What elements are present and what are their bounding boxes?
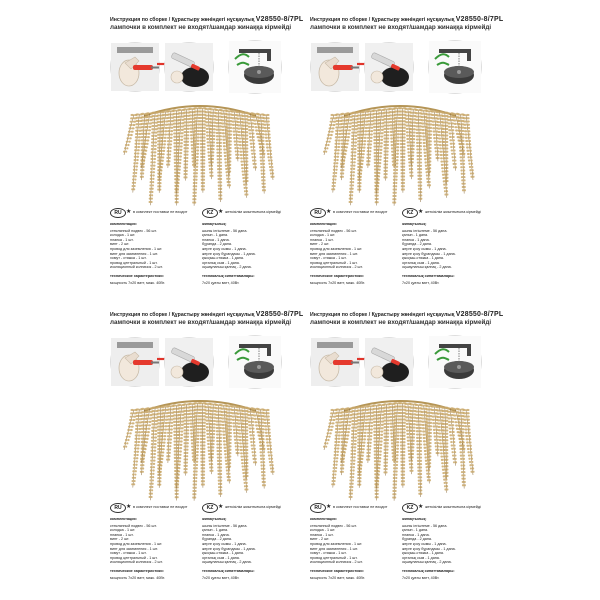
kz-not-included-note: жеткізілім жиынтығына кірмейді: [425, 505, 481, 509]
ru-badge: RU: [110, 208, 126, 218]
model-number: V28550-8/7PL: [255, 311, 304, 318]
star-icon: ★: [126, 209, 132, 215]
screwdriver-bracket-icon: [365, 43, 413, 91]
ru-contents-header: комплектация:: [310, 517, 337, 521]
list-item: шыны ілгіштеме - 56 дана.: [202, 228, 248, 233]
list-item: хомут - стяжка - 1 шт.: [110, 551, 147, 556]
kz-contents-list: [202, 524, 290, 565]
ru-badge: RU: [310, 208, 326, 218]
ru-column: [310, 222, 398, 285]
instruction-card-4: [300, 307, 504, 597]
list-item: жерге қосу сымы - 1 дана.: [202, 246, 247, 251]
bulbs-note: лампочки в комплект не входят/шамдар жинаққа кірмейді: [310, 24, 492, 31]
title-text: Инструкция по сборке / Құрастыру жөніндегі нұсқаулық: [110, 312, 255, 318]
step-1-hand-install: [310, 42, 360, 92]
chandelier-image: [122, 98, 278, 204]
kz-column: [402, 222, 490, 285]
list-item: стеклянный подвес - 56 шт.: [310, 228, 357, 233]
list-item: жерге қосу бұрандасы - 1 дана.: [202, 251, 256, 256]
ru-tech-header: технические характеристики:: [110, 568, 164, 573]
kz-tech-value: 7x20 қуаты ватт, 40Вт.: [202, 575, 240, 580]
ru-tech-value: мощность 7x20 ватт, макс. 40Вт.: [110, 280, 165, 285]
crystal-strand: [157, 406, 164, 488]
ceiling-canopy-icon: [429, 336, 481, 388]
crystal-strand: [415, 109, 422, 202]
list-item: провод для заземления - 1 шт.: [310, 246, 363, 251]
screwdriver-bracket-icon: [165, 43, 213, 91]
list-item: колодка - 1 шт.: [110, 528, 136, 533]
crystal-strand: [399, 402, 406, 488]
kz-contents-header: жинақтылық:: [402, 517, 427, 521]
ru-not-included-note: в комплект поставки не входит: [333, 210, 388, 214]
chandelier-image: [322, 393, 478, 499]
list-item: планка - 1 дана.: [402, 532, 430, 537]
step-3-canopy-mount: [428, 335, 482, 389]
list-item: жерге қосу бұрандасы - 1 дана.: [402, 546, 456, 551]
list-item: қысқыш-стяжка - 1 дана.: [202, 256, 244, 261]
bulbs-note: лампочки в комплект не входят/шамдар жинаққа кірмейді: [110, 319, 292, 326]
kz-contents-list: [202, 229, 290, 270]
list-item: оқшаулағыш қалпақ - 2 дана.: [202, 265, 252, 270]
kz-tech-header: техникалық сипаттамалары:: [402, 273, 455, 278]
crystal-strand: [215, 109, 222, 202]
list-item: қалып - 1 дана.: [202, 233, 229, 238]
model-number: V28550-8/7PL: [455, 311, 504, 318]
star-icon: ★: [218, 209, 224, 215]
star-icon: ★: [326, 209, 332, 215]
list-item: изоляционный колпачок - 2 шт.: [310, 265, 363, 270]
list-item: жерге қосу бұрандасы - 1 дана.: [402, 251, 456, 256]
kz-tech-header: техникалық сипаттамалары:: [402, 568, 455, 573]
list-item: жерге қосу бұрандасы - 1 дана.: [202, 546, 256, 551]
list-item: провод центральный - 1 шт.: [110, 260, 158, 265]
hand-screwdriver-icon: [311, 43, 359, 91]
ru-tech-value: мощность 7x20 ватт, макс. 40Вт.: [310, 575, 365, 580]
list-item: қалып - 1 дана.: [402, 528, 429, 533]
title-text: Инструкция по сборке / Құрастыру жөніндегі нұсқаулық: [310, 17, 455, 23]
kz-tech-header: техникалық сипаттамалары:: [202, 273, 255, 278]
list-item: орталық сым - 1 дана.: [402, 260, 440, 265]
star-icon: ★: [218, 504, 224, 510]
crystal-strand: [215, 404, 222, 497]
star-icon: ★: [418, 504, 424, 510]
crystal-strand: [149, 112, 159, 206]
ceiling-canopy-icon: [229, 41, 281, 93]
title-text: Инструкция по сборке / Құрастыру жөніндегі нұсқаулық: [110, 17, 255, 23]
crystal-strand: [149, 407, 159, 501]
kz-not-included-note: жеткізілім жиынтығына кірмейді: [225, 210, 281, 214]
list-item: планка - 1 дана.: [202, 237, 230, 242]
ru-not-included-note: в комплект поставки не входит: [133, 210, 188, 214]
screwdriver-bracket-icon: [365, 338, 413, 386]
list-item: провод центральный - 1 шт.: [310, 260, 358, 265]
list-item: қысқыш-стяжка - 1 дана.: [402, 551, 444, 556]
ru-contents-list: [310, 524, 398, 565]
instruction-card-3: [100, 307, 304, 597]
kz-column: [402, 517, 490, 580]
kz-tech-value: 7x20 қуаты ватт, 40Вт.: [402, 280, 440, 285]
ru-column: [110, 517, 198, 580]
list-item: шыны ілгіштеме - 56 дана.: [402, 523, 448, 528]
kz-tech-value: 7x20 қуаты ватт, 40Вт.: [402, 575, 440, 580]
step-1-hand-install: [310, 337, 360, 387]
legend: [310, 502, 492, 512]
kz-badge: KZ: [402, 503, 418, 513]
step-2-screw-ceiling: [364, 42, 414, 92]
kz-badge: KZ: [202, 503, 218, 513]
list-item: винт для заземления - 1 шт.: [110, 251, 158, 256]
legend: [310, 207, 492, 217]
list-item: планка - 1 дана.: [402, 237, 430, 242]
specification-columns: [310, 517, 492, 592]
assembly-steps: [108, 40, 294, 100]
kz-contents-list: [402, 229, 490, 270]
list-item: планка - 1 шт.: [310, 237, 334, 242]
bulbs-note: лампочки в комплект не входят/шамдар жинаққа кірмейді: [310, 319, 492, 326]
crystal-strand: [357, 406, 364, 488]
ru-tech-header: технические характеристики:: [310, 568, 364, 573]
list-item: қалып - 1 дана.: [402, 233, 429, 238]
crystal-strand: [199, 107, 206, 193]
chandelier-image: [322, 98, 478, 204]
kz-not-included-note: жеткізілім жиынтығына кірмейді: [225, 505, 281, 509]
list-item: винт - 2 шт.: [110, 242, 130, 247]
star-icon: ★: [418, 209, 424, 215]
step-1-hand-install: [110, 42, 160, 92]
ru-not-included-note: в комплект поставки не входит: [333, 505, 388, 509]
assembly-steps: [308, 335, 494, 395]
list-item: планка - 1 шт.: [110, 237, 134, 242]
ru-contents-list: [310, 229, 398, 270]
list-item: стеклянный подвес - 56 шт.: [310, 523, 357, 528]
instruction-title: [310, 311, 504, 319]
ru-badge: RU: [110, 503, 126, 513]
ru-contents-list: [110, 229, 198, 270]
list-item: жерге қосу сымы - 1 дана.: [402, 541, 447, 546]
instruction-title: [310, 16, 504, 24]
list-item: бұранда - 2 дана.: [202, 242, 232, 247]
list-item: провод для заземления - 1 шт.: [110, 246, 163, 251]
kz-contents-header: жинақтылық:: [402, 222, 427, 226]
list-item: стеклянный подвес - 56 шт.: [110, 523, 157, 528]
ru-badge: RU: [310, 503, 326, 513]
ru-tech-header: технические характеристики:: [110, 273, 164, 278]
step-2-screw-ceiling: [164, 337, 214, 387]
crystal-strand: [357, 111, 364, 193]
hand-screwdriver-icon: [111, 43, 159, 91]
crystal-strand: [349, 407, 359, 501]
ru-tech-value: мощность 7x20 ватт, макс. 40Вт.: [310, 280, 365, 285]
kz-contents-header: жинақтылық:: [202, 222, 227, 226]
list-item: провод центральный - 1 шт.: [310, 555, 358, 560]
crystal-strand: [199, 402, 206, 488]
hand-screwdriver-icon: [111, 338, 159, 386]
ru-contents-header: комплектация:: [110, 517, 137, 521]
star-icon: ★: [126, 504, 132, 510]
list-item: винт для заземления - 1 шт.: [310, 251, 358, 256]
kz-not-included-note: жеткізілім жиынтығына кірмейді: [425, 210, 481, 214]
list-item: орталық сым - 1 дана.: [202, 260, 240, 265]
kz-badge: KZ: [202, 208, 218, 218]
instruction-title: [110, 16, 304, 24]
list-item: винт - 2 шт.: [110, 537, 130, 542]
list-item: планка - 1 шт.: [310, 532, 334, 537]
step-2-screw-ceiling: [164, 42, 214, 92]
ru-column: [310, 517, 398, 580]
list-item: провод для заземления - 1 шт.: [110, 541, 163, 546]
list-item: планка - 1 дана.: [202, 532, 230, 537]
kz-contents-list: [402, 524, 490, 565]
legend: [110, 207, 292, 217]
screwdriver-bracket-icon: [165, 338, 213, 386]
kz-tech-header: техникалық сипаттамалары:: [202, 568, 255, 573]
list-item: винт для заземления - 1 шт.: [110, 546, 158, 551]
kz-tech-value: 7x20 қуаты ватт, 40Вт.: [202, 280, 240, 285]
kz-contents-header: жинақтылық:: [202, 517, 227, 521]
list-item: колодка - 1 шт.: [110, 233, 136, 238]
list-item: стеклянный подвес - 56 шт.: [110, 228, 157, 233]
step-1-hand-install: [110, 337, 160, 387]
list-item: бұранда - 2 дана.: [402, 242, 432, 247]
list-item: винт для заземления - 1 шт.: [310, 546, 358, 551]
specification-columns: [110, 517, 292, 592]
assembly-steps: [308, 40, 494, 100]
list-item: оқшаулағыш қалпақ - 2 дана.: [402, 265, 452, 270]
crystal-strand: [415, 404, 422, 497]
ru-contents-header: комплектация:: [110, 222, 137, 226]
list-item: изоляционный колпачок - 2 шт.: [110, 265, 163, 270]
kz-column: [202, 222, 290, 285]
list-item: хомут - стяжка - 1 шт.: [110, 256, 147, 261]
list-item: бұранда - 2 дана.: [202, 537, 232, 542]
list-item: қалып - 1 дана.: [202, 528, 229, 533]
list-item: колодка - 1 шт.: [310, 528, 336, 533]
specification-columns: [110, 222, 292, 297]
list-item: қысқыш-стяжка - 1 дана.: [402, 256, 444, 261]
assembly-steps: [108, 335, 294, 395]
list-item: шыны ілгіштеме - 56 дана.: [402, 228, 448, 233]
list-item: провод центральный - 1 шт.: [110, 555, 158, 560]
instruction-card-2: [300, 12, 504, 302]
list-item: винт - 2 шт.: [310, 242, 330, 247]
ru-not-included-note: в комплект поставки не входит: [133, 505, 188, 509]
list-item: планка - 1 шт.: [110, 532, 134, 537]
list-item: хомут - стяжка - 1 шт.: [310, 256, 347, 261]
ceiling-canopy-icon: [429, 41, 481, 93]
ru-contents-header: комплектация:: [310, 222, 337, 226]
list-item: бұранда - 2 дана.: [402, 537, 432, 542]
step-3-canopy-mount: [228, 335, 282, 389]
crystal-strand: [399, 107, 406, 193]
ru-contents-list: [110, 524, 198, 565]
list-item: колодка - 1 шт.: [310, 233, 336, 238]
list-item: орталық сым - 1 дана.: [402, 555, 440, 560]
list-item: оқшаулағыш қалпақ - 2 дана.: [402, 560, 452, 565]
ru-tech-header: технические характеристики:: [310, 273, 364, 278]
kz-badge: KZ: [402, 208, 418, 218]
step-3-canopy-mount: [228, 40, 282, 94]
legend: [110, 502, 292, 512]
hand-screwdriver-icon: [311, 338, 359, 386]
specification-columns: [310, 222, 492, 297]
list-item: винт - 2 шт.: [310, 537, 330, 542]
list-item: орталық сым - 1 дана.: [202, 555, 240, 560]
chandelier-image: [122, 393, 278, 499]
crystal-strand: [349, 112, 359, 206]
ceiling-canopy-icon: [229, 336, 281, 388]
title-text: Инструкция по сборке / Құрастыру жөніндегі нұсқаулық: [310, 312, 455, 318]
instruction-title: [110, 311, 304, 319]
star-icon: ★: [326, 504, 332, 510]
list-item: хомут - стяжка - 1 шт.: [310, 551, 347, 556]
list-item: оқшаулағыш қалпақ - 2 дана.: [202, 560, 252, 565]
crystal-strand: [157, 111, 164, 193]
list-item: қысқыш-стяжка - 1 дана.: [202, 551, 244, 556]
ru-column: [110, 222, 198, 285]
list-item: жерге қосу сымы - 1 дана.: [202, 541, 247, 546]
bulbs-note: лампочки в комплект не входят/шамдар жинаққа кірмейді: [110, 24, 292, 31]
instruction-card-1: [100, 12, 304, 302]
list-item: шыны ілгіштеме - 56 дана.: [202, 523, 248, 528]
step-2-screw-ceiling: [364, 337, 414, 387]
list-item: изоляционный колпачок - 2 шт.: [110, 560, 163, 565]
ru-tech-value: мощность 7x20 ватт, макс. 40Вт.: [110, 575, 165, 580]
step-3-canopy-mount: [428, 40, 482, 94]
model-number: V28550-8/7PL: [255, 16, 304, 23]
list-item: провод для заземления - 1 шт.: [310, 541, 363, 546]
list-item: жерге қосу сымы - 1 дана.: [402, 246, 447, 251]
list-item: изоляционный колпачок - 2 шт.: [310, 560, 363, 565]
model-number: V28550-8/7PL: [455, 16, 504, 23]
kz-column: [202, 517, 290, 580]
